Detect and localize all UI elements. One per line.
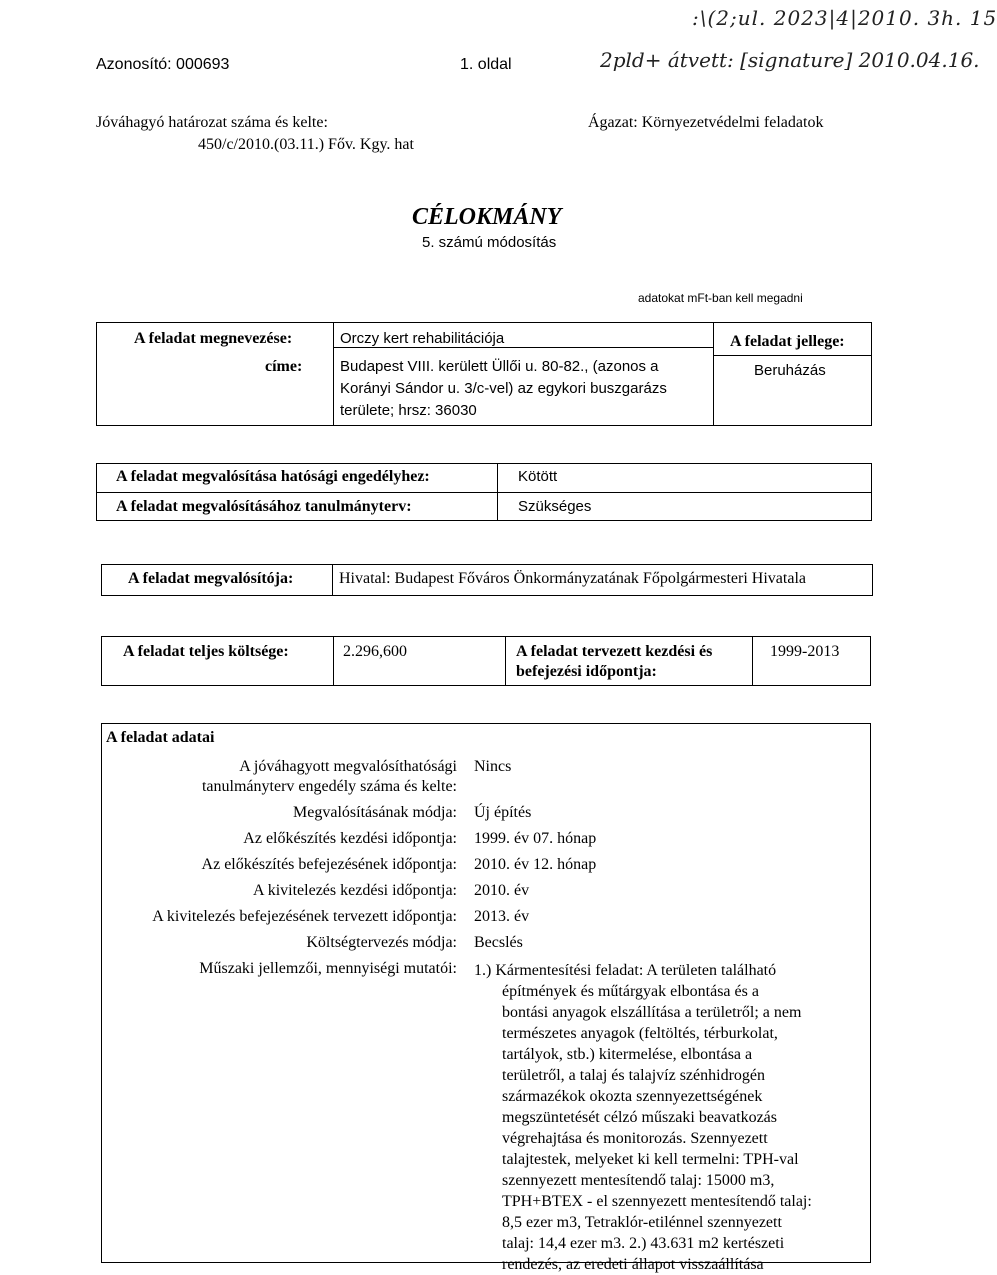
cost-divider-1 [333,636,334,686]
implementer-value: Hivatal: Budapest Főváros Önkormányzatának Főpolgármesteri Hivatala [339,570,806,587]
sector-label: Ágazat: Környezetvédelmi feladatok [588,114,824,131]
prep-end-value: 2010. év 12. hónap [474,856,597,873]
technical-line: TPH+BTEX - el szennyezett mentesítendő talaj: [502,1193,812,1210]
construction-start-label: A kivitelezés kezdési időpontja: [253,882,457,899]
study-permit-label-1: A jóváhagyott megvalósíthatósági [239,758,457,775]
task-table-divider-2 [713,322,714,426]
task-address-line2: Korányi Sándor u. 3/c-vel) az egykori buszgarázs [340,380,667,397]
technical-line: megszüntetését célzó műszaki beavatkozás [502,1109,777,1126]
prep-start-value: 1999. év 07. hónap [474,830,597,847]
implementation-mode-label: Megvalósításának módja: [293,804,457,821]
technical-line: talajtestek, melyeket ki kell termelni: TPH-val [502,1151,799,1168]
technical-characteristics-text [474,960,812,1275]
technical-line: bontási anyagok elszállítása a területről; a nem [502,1004,802,1021]
handwritten-registration-number: :\(2;ul. 2023|4|2010. 3h. 15 [692,6,997,30]
implementer-label: A feladat megvalósítója: [128,570,294,587]
technical-line: tartályok, stb.) kitermelése, elbontása a [502,1046,753,1063]
task-data-title: A feladat adatai [106,729,215,746]
approval-label: Jóváhagyó határozat száma és kelte: [96,114,328,131]
implementer-divider [332,564,333,596]
prep-start-label: Az előkészítés kezdési időpontja: [243,830,457,847]
schedule-label-line2: befejezési időpontja: [516,663,657,680]
cost-divider-2 [505,636,506,686]
technical-line: rendezés, az eredeti állapot visszaállítása [502,1256,764,1273]
technical-line: területről, a talaj és talajvíz szénhidrogén [502,1067,765,1084]
study-value: Szükséges [518,498,592,515]
study-permit-label-2: tanulmányterv engedély száma és kelte: [201,778,457,795]
construction-end-label: A kivitelezés befejezésének tervezett időpontja: [152,908,457,925]
technical-line: 8,5 ezer m3, Tetraklór-etilénnel szennyezett [502,1214,782,1231]
cost-planning-value: Becslés [474,934,523,951]
task-nature-value: Beruházás [754,362,826,379]
technical-characteristics-label: Műszaki jellemzői, mennyiségi mutatói: [199,960,457,977]
technical-line: talaj: 14,4 ezer m3. 2.) 43.631 m2 kertészeti [502,1235,785,1252]
task-name-label: A feladat megnevezése: [134,330,293,347]
technical-line: szennyezett mentesítendő talaj: 15000 m3, [502,1172,775,1189]
task-address-line3: területe; hrsz: 36030 [340,402,477,419]
schedule-value: 1999-2013 [770,643,840,660]
task-name-value: Orczy kert rehabilitációja [340,330,505,347]
page-number: 1. oldal [460,56,512,73]
technical-line: végrehajtása és monitorozás. Szennyezett [502,1130,768,1147]
technical-line: természetes anyagok (feltöltés, térburkolat, [502,1025,778,1042]
study-permit-value: Nincs [474,758,512,775]
task-address-line1: Budapest VIII. kerülett Üllői u. 80-82., (azonos a [340,358,659,375]
study-label: A feladat megvalósításához tanulmányterv: [116,498,412,515]
prep-end-label: Az előkészítés befejezésének időpontja: [201,856,457,873]
technical-line: származékok okozta szennyezettségének [502,1088,763,1105]
document-id: Azonosító: 000693 [96,56,230,73]
task-table-divider-1 [333,322,334,426]
currency-note: adatokat mFt-ban kell megadni [638,291,803,305]
total-cost-label: A feladat teljes költsége: [123,643,289,660]
modification-number: 5. számú módosítás [422,234,557,251]
handwritten-receipt-note: 2pld+ átvett: [signature] 2010.04.16. [600,48,980,72]
construction-start-value: 2010. év [474,882,530,899]
task-address-label: címe: [265,358,303,375]
approval-value: 450/c/2010.(03.11.) Főv. Kgy. hat [198,136,414,153]
construction-end-value: 2013. év [474,908,530,925]
document-title: CÉLOKMÁNY [412,204,562,230]
permit-label: A feladat megvalósítása hatósági engedélyhez: [116,468,430,485]
permit-table-row-line [96,492,872,493]
task-table-row-line [333,347,713,348]
task-nature-label: A feladat jellege: [730,333,845,350]
task-table-row-line-right [713,355,872,356]
implementation-mode-value: Új építés [474,804,532,821]
permit-value: Kötött [518,468,558,485]
technical-line: 1.) Kármentesítési feladat: A területen található [474,962,777,979]
cost-planning-label: Költségtervezés módja: [306,934,457,951]
technical-line: építmények és műtárgyak elbontása és a [502,983,759,1000]
schedule-label-line1: A feladat tervezett kezdési és [516,643,713,660]
total-cost-value: 2.296,600 [343,643,407,660]
cost-divider-3 [752,636,753,686]
